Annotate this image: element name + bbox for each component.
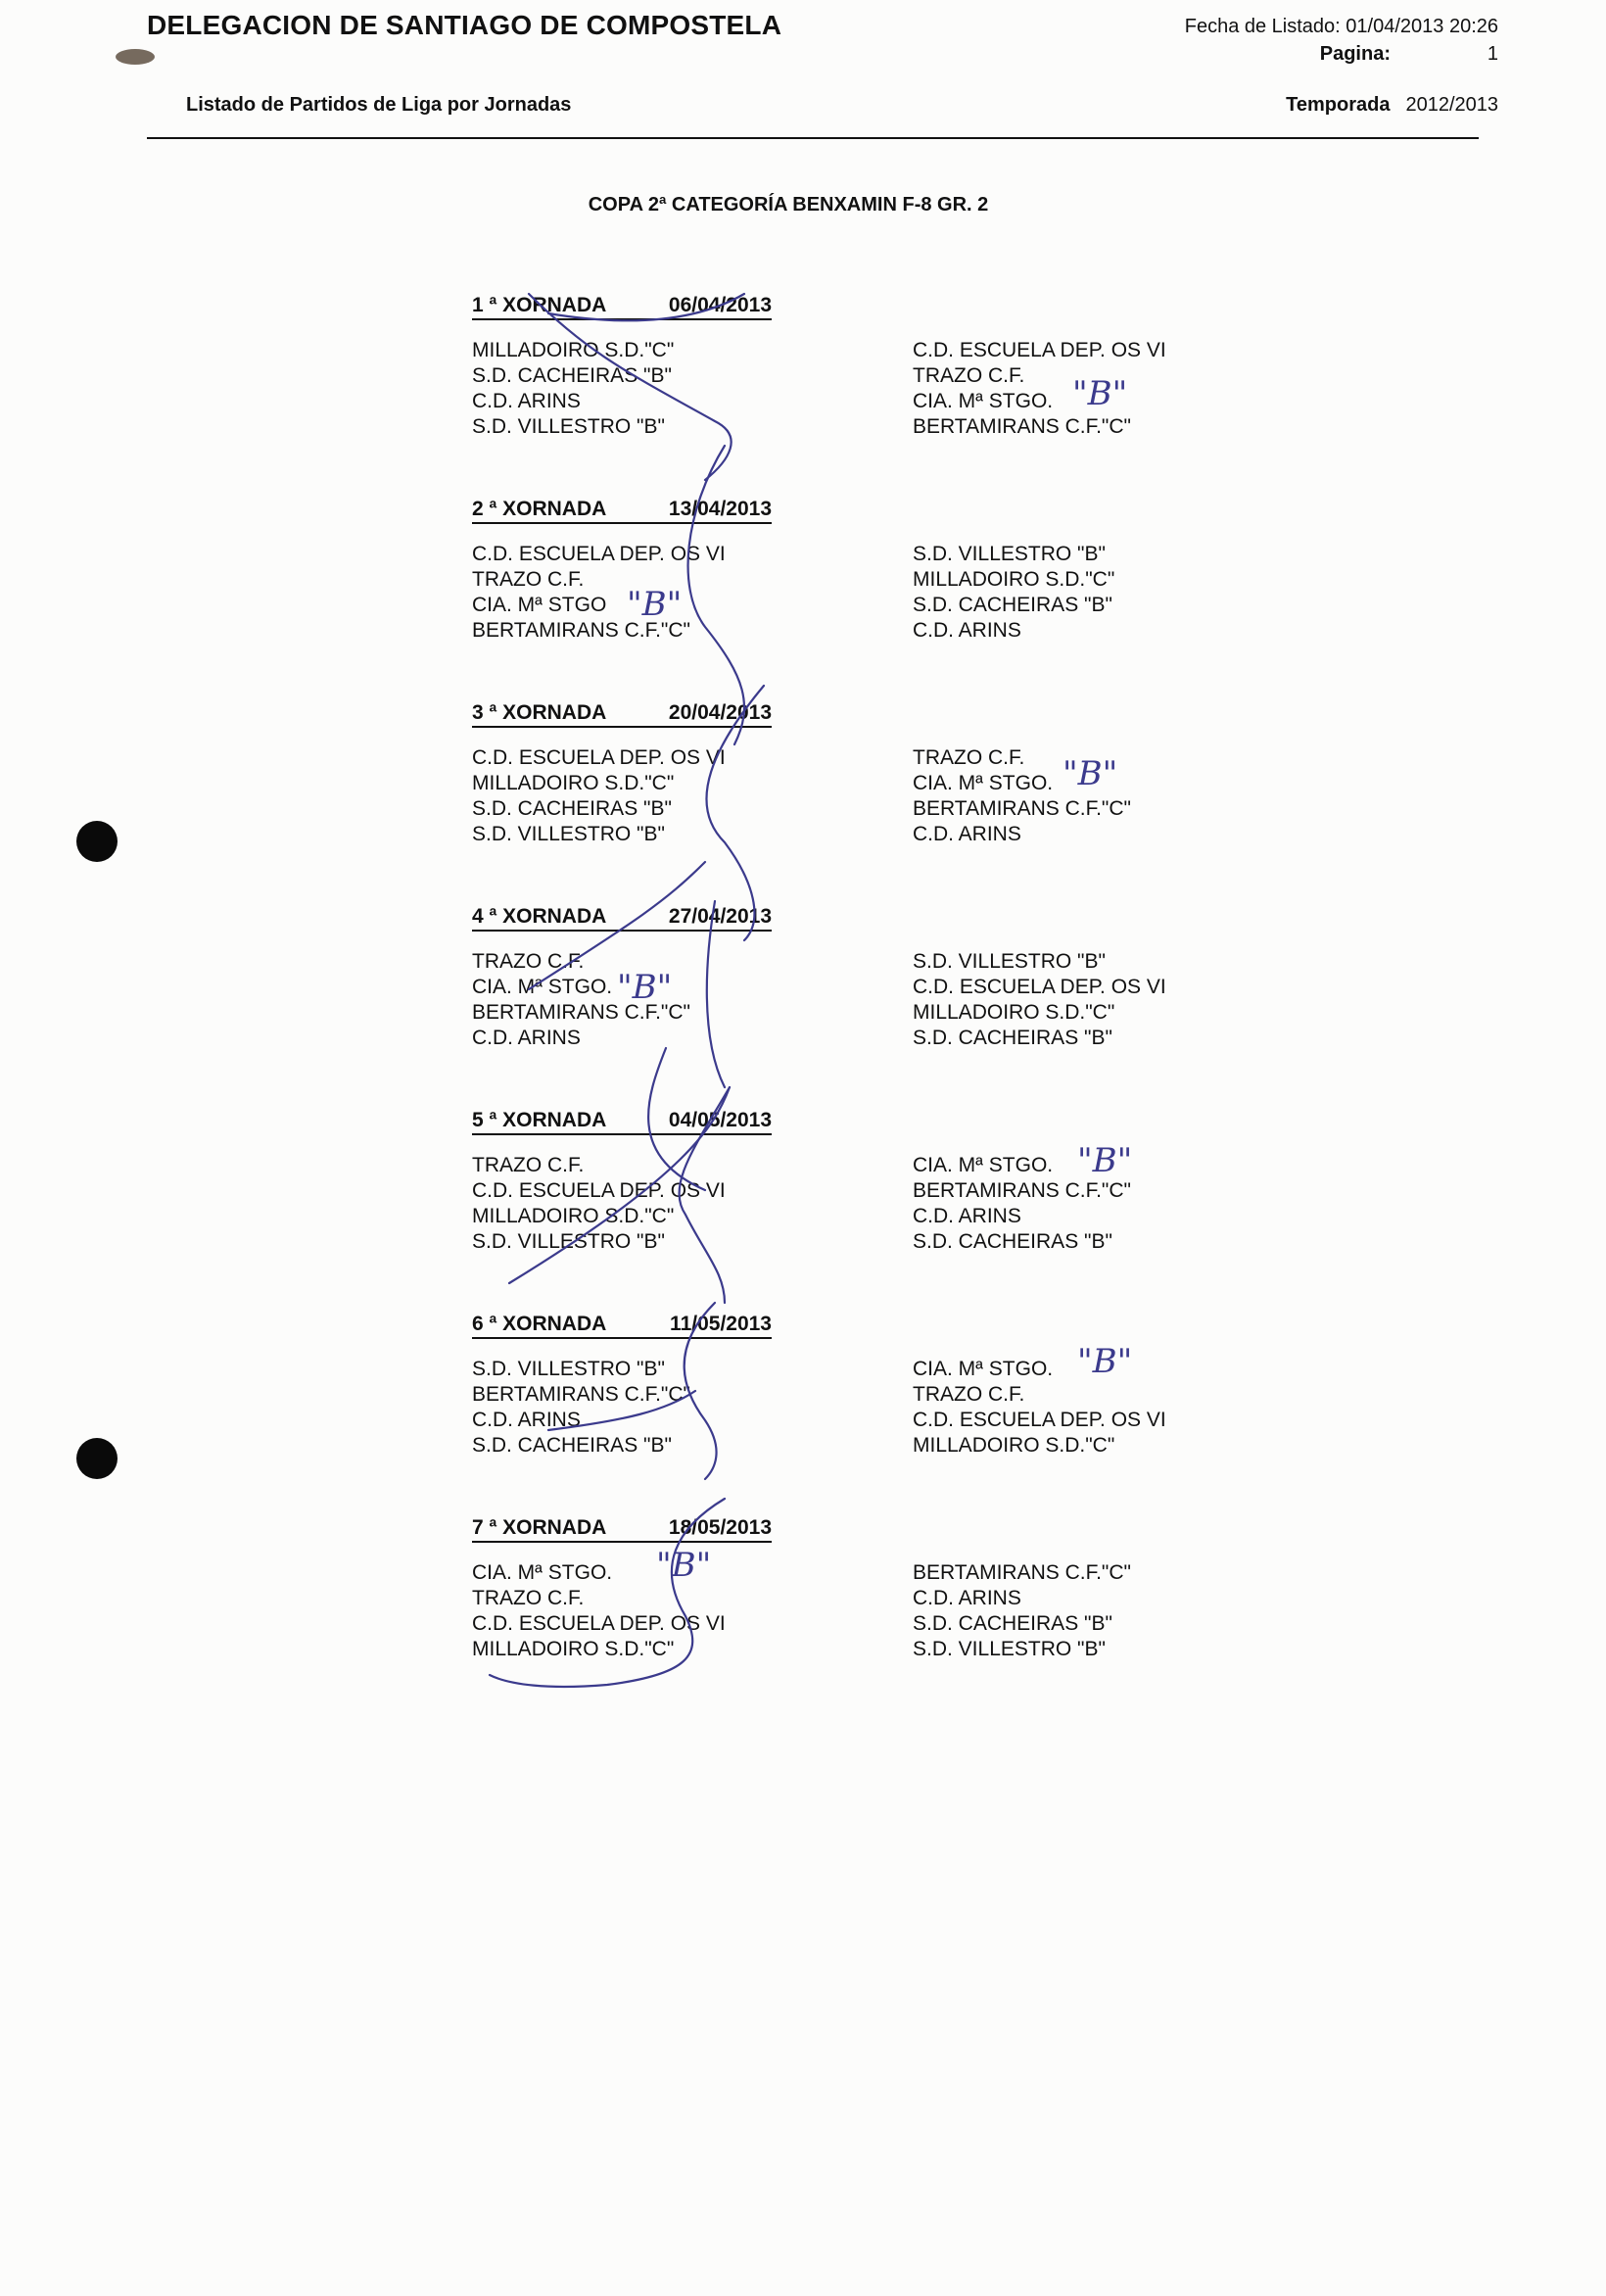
home-team: BERTAMIRANS C.F."C"	[472, 1383, 690, 1406]
round-label: 2 ª XORNADA	[472, 498, 607, 520]
away-team: CIA. Mª STGO.	[913, 1154, 1054, 1176]
home-team: CIA. Mª STGO.	[472, 976, 613, 998]
away-team: C.D. ARINS	[913, 823, 1021, 845]
ink-smudge	[116, 49, 155, 65]
away-team: C.D. ARINS	[913, 1587, 1021, 1609]
home-team: TRAZO C.F.	[472, 950, 585, 973]
home-team: C.D. ARINS	[472, 1027, 581, 1049]
home-team: C.D. ESCUELA DEP. OS VI	[472, 1179, 726, 1202]
round-label: 1 ª XORNADA	[472, 294, 607, 316]
round-date: 11/05/2013	[670, 1313, 772, 1335]
match-row	[472, 1560, 1216, 1586]
round-block	[472, 294, 1216, 440]
temporada-value: 2012/2013	[1405, 94, 1498, 116]
match-row	[472, 975, 1216, 1000]
away-team: TRAZO C.F.	[913, 746, 1025, 769]
away-team: CIA. Mª STGO.	[913, 390, 1054, 412]
match-row	[472, 1204, 1216, 1229]
listing-date	[1185, 16, 1498, 38]
home-team: C.D. ARINS	[472, 1409, 581, 1431]
handwritten-b: "B"	[1077, 1141, 1133, 1180]
round-header	[472, 1313, 772, 1339]
home-team: TRAZO C.F.	[472, 568, 585, 591]
match-list	[472, 949, 1216, 1051]
handwritten-b: "B"	[617, 968, 673, 1007]
organization-title: DELEGACION DE SANTIAGO DE COMPOSTELA	[147, 10, 782, 40]
match-row	[472, 1000, 1216, 1026]
round-date: 27/04/2013	[668, 905, 772, 928]
home-team: MILLADOIRO S.D."C"	[472, 1638, 675, 1660]
match-row	[472, 1178, 1216, 1204]
temporada-label: Temporada	[1286, 94, 1391, 116]
match-row	[472, 1586, 1216, 1611]
away-team: S.D. VILLESTRO "B"	[913, 543, 1106, 565]
round-block	[472, 1313, 1216, 1459]
away-team: MILLADOIRO S.D."C"	[913, 568, 1115, 591]
match-row	[472, 618, 1216, 644]
pagina-value: 1	[1487, 43, 1498, 65]
away-team: C.D. ARINS	[913, 619, 1021, 642]
home-team: TRAZO C.F.	[472, 1587, 585, 1609]
match-row	[472, 1382, 1216, 1408]
home-team: S.D. VILLESTRO "B"	[472, 415, 665, 438]
round-header	[472, 701, 772, 728]
round-date: 13/04/2013	[668, 498, 772, 520]
round-label: 6 ª XORNADA	[472, 1313, 607, 1335]
round-header	[472, 1516, 772, 1543]
round-block	[472, 1109, 1216, 1255]
home-team: C.D. ESCUELA DEP. OS VI	[472, 746, 726, 769]
away-team: S.D. CACHEIRAS "B"	[913, 594, 1112, 616]
away-team: TRAZO C.F.	[913, 364, 1025, 387]
home-team: MILLADOIRO S.D."C"	[472, 339, 675, 361]
home-team: C.D. ARINS	[472, 390, 581, 412]
round-label: 3 ª XORNADA	[472, 701, 607, 724]
hole-punch	[76, 1438, 118, 1479]
handwritten-b: "B"	[1077, 1342, 1133, 1381]
home-team: TRAZO C.F.	[472, 1154, 585, 1176]
match-row	[472, 796, 1216, 822]
round-block	[472, 905, 1216, 1051]
handwritten-b: "B"	[627, 585, 683, 624]
home-team: S.D. CACHEIRAS "B"	[472, 364, 672, 387]
away-team: BERTAMIRANS C.F."C"	[913, 797, 1131, 820]
home-team: S.D. CACHEIRAS "B"	[472, 1434, 672, 1457]
round-label: 7 ª XORNADA	[472, 1516, 607, 1539]
hole-punch	[76, 821, 118, 862]
away-team: CIA. Mª STGO.	[913, 772, 1054, 794]
match-row	[472, 567, 1216, 593]
match-row	[472, 414, 1216, 440]
match-row	[472, 593, 1216, 618]
season	[1286, 94, 1498, 117]
round-block	[472, 1516, 1216, 1662]
match-row	[472, 542, 1216, 567]
round-date: 20/04/2013	[668, 701, 772, 724]
round-label: 5 ª XORNADA	[472, 1109, 607, 1131]
match-list	[472, 1560, 1216, 1662]
home-team: CIA. Mª STGO.	[472, 1561, 613, 1584]
away-team: S.D. VILLESTRO "B"	[913, 1638, 1106, 1660]
competition-title: COPA 2ª CATEGORÍA BENXAMIN F-8 GR. 2	[588, 194, 989, 215]
round-header	[472, 905, 772, 932]
match-row	[472, 1026, 1216, 1051]
away-team: C.D. ESCUELA DEP. OS VI	[913, 339, 1166, 361]
home-team: BERTAMIRANS C.F."C"	[472, 1001, 690, 1024]
away-team: TRAZO C.F.	[913, 1383, 1025, 1406]
round-label: 4 ª XORNADA	[472, 905, 607, 928]
home-team: S.D. VILLESTRO "B"	[472, 823, 665, 845]
home-team: BERTAMIRANS C.F."C"	[472, 619, 690, 642]
away-team: MILLADOIRO S.D."C"	[913, 1434, 1115, 1457]
away-team: CIA. Mª STGO.	[913, 1358, 1054, 1380]
round-date: 18/05/2013	[668, 1516, 772, 1539]
away-team: BERTAMIRANS C.F."C"	[913, 1561, 1131, 1584]
round-header	[472, 1109, 772, 1135]
home-team: S.D. CACHEIRAS "B"	[472, 797, 672, 820]
match-list	[472, 542, 1216, 644]
match-row	[472, 1611, 1216, 1637]
home-team: S.D. VILLESTRO "B"	[472, 1358, 665, 1380]
fecha-label: Fecha de Listado:	[1184, 16, 1341, 37]
fecha-value: 01/04/2013 20:26	[1346, 16, 1498, 37]
match-row	[472, 1637, 1216, 1662]
away-team: C.D. ESCUELA DEP. OS VI	[913, 1409, 1166, 1431]
away-team: C.D. ARINS	[913, 1205, 1021, 1227]
round-date: 06/04/2013	[668, 294, 772, 316]
away-team: BERTAMIRANS C.F."C"	[913, 1179, 1131, 1202]
away-team: BERTAMIRANS C.F."C"	[913, 415, 1131, 438]
match-row	[472, 338, 1216, 363]
home-team: MILLADOIRO S.D."C"	[472, 1205, 675, 1227]
round-header	[472, 294, 772, 320]
match-row	[472, 822, 1216, 847]
round-block	[472, 498, 1216, 644]
home-team: CIA. Mª STGO	[472, 594, 607, 616]
away-team: S.D. CACHEIRAS "B"	[913, 1027, 1112, 1049]
home-team: C.D. ESCUELA DEP. OS VI	[472, 543, 726, 565]
away-team: S.D. CACHEIRAS "B"	[913, 1230, 1112, 1253]
match-row	[472, 1433, 1216, 1459]
home-team: C.D. ESCUELA DEP. OS VI	[472, 1612, 726, 1635]
round-header	[472, 498, 772, 524]
match-row	[472, 949, 1216, 975]
pagina-label: Pagina:	[1319, 43, 1391, 65]
away-team: MILLADOIRO S.D."C"	[913, 1001, 1115, 1024]
match-row	[472, 1229, 1216, 1255]
round-date: 04/05/2013	[668, 1109, 772, 1131]
listing-subtitle: Listado de Partidos de Liga por Jornadas	[186, 94, 572, 116]
handwritten-b: "B"	[656, 1546, 712, 1585]
away-team: S.D. CACHEIRAS "B"	[913, 1612, 1112, 1635]
handwritten-b: "B"	[1063, 754, 1118, 793]
away-team: S.D. VILLESTRO "B"	[913, 950, 1106, 973]
home-team: S.D. VILLESTRO "B"	[472, 1230, 665, 1253]
header-rule	[147, 137, 1479, 139]
handwritten-b: "B"	[1072, 374, 1128, 413]
home-team: MILLADOIRO S.D."C"	[472, 772, 675, 794]
page-number	[1320, 43, 1498, 66]
away-team: C.D. ESCUELA DEP. OS VI	[913, 976, 1166, 998]
match-row	[472, 1408, 1216, 1433]
